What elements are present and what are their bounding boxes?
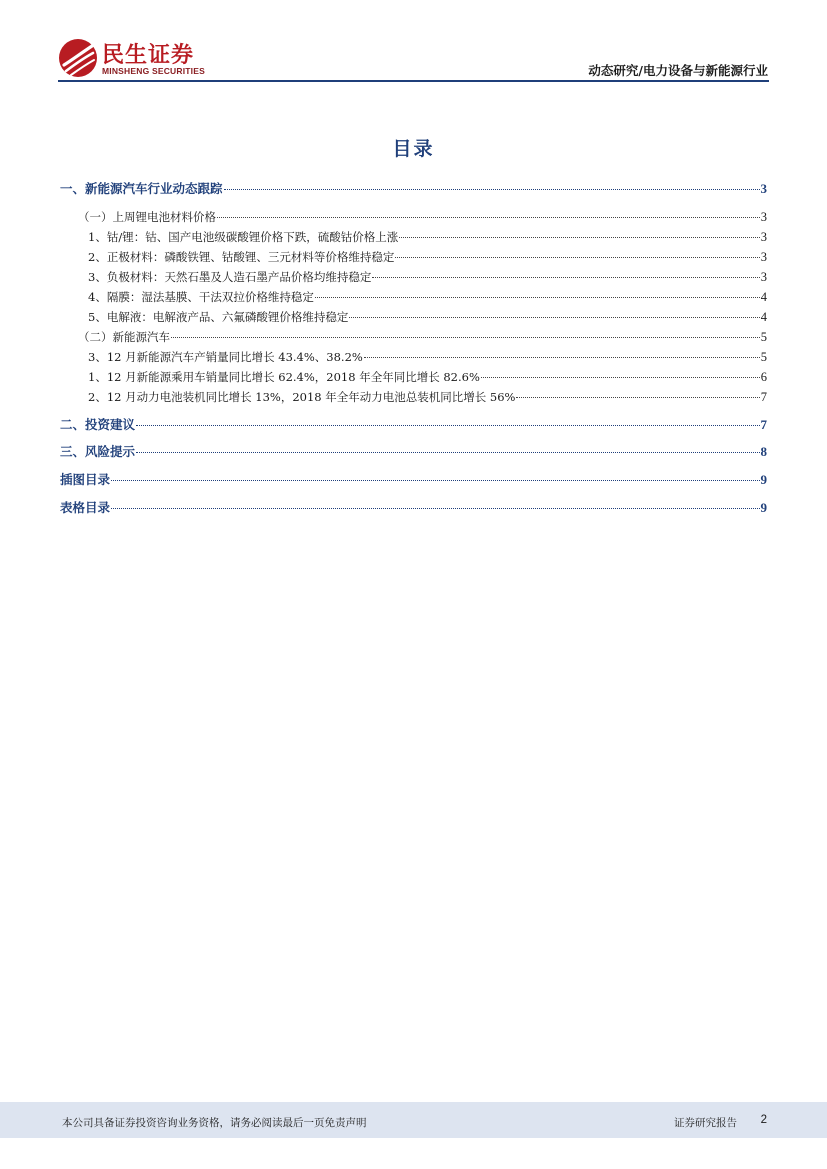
toc-entry-page: 9 <box>760 472 767 487</box>
toc-entry[interactable] <box>60 469 767 489</box>
toc-entry[interactable] <box>88 386 767 406</box>
page-header <box>0 0 827 84</box>
toc-entry-label: 5、电解液：电解液产品、六氟磷酸锂价格维持稳定 <box>88 310 349 324</box>
toc-entry-page: 5 <box>760 350 767 364</box>
toc-entry-page: 4 <box>760 310 767 324</box>
toc-entry-page: 7 <box>760 417 767 432</box>
header-divider <box>58 80 769 82</box>
toc-entry-page: 5 <box>760 330 767 344</box>
report-category: 动态研究/电力设备与新能源行业 <box>588 63 768 78</box>
toc-entry[interactable] <box>60 441 767 461</box>
toc-entry-label: 一、新能源汽车行业动态跟踪 <box>60 181 223 196</box>
toc-entry-page: 4 <box>760 290 767 304</box>
toc-entry-page: 3 <box>760 230 767 244</box>
toc-dot-leader <box>217 203 760 218</box>
toc-entry-label: 2、12 月动力电池装机同比增长 13%，2018 年全年动力电池总装机同比增长 56% <box>88 390 516 404</box>
toc-title: 目录 <box>392 138 435 160</box>
toc-dot-leader <box>171 323 760 338</box>
toc-dot-leader <box>224 175 760 190</box>
toc-dot-leader <box>349 303 759 318</box>
toc-dot-leader <box>395 243 759 258</box>
footer-page-number: 2 <box>760 1114 767 1126</box>
toc-dot-leader <box>516 383 759 398</box>
footer-disclaimer: 本公司具备证券投资咨询业务资格，请务必阅读最后一页免责声明 <box>62 1117 367 1129</box>
toc-entry-label: 插图目录 <box>60 472 111 487</box>
toc-entry-label: 1、钴/锂：钴、国产电池级碳酸锂价格下跌，硫酸钴价格上涨 <box>88 230 399 244</box>
toc-entry-page: 3 <box>760 210 767 224</box>
toc-entry[interactable] <box>60 497 767 517</box>
toc-entry[interactable] <box>60 178 767 198</box>
toc-dot-leader <box>315 283 760 298</box>
toc-entry-label: 3、12 月新能源汽车产销量同比增长 43.4%、38.2% <box>88 350 363 364</box>
toc-entry-page: 8 <box>760 444 767 459</box>
toc-entry[interactable] <box>60 414 767 434</box>
logo-english-name: MINSHENG SECURITIES <box>102 66 205 76</box>
page-footer <box>0 1102 827 1138</box>
toc-entry-label: （二）新能源汽车 <box>78 330 170 344</box>
minsheng-logo-icon <box>58 38 98 78</box>
toc-dot-leader <box>111 466 759 481</box>
toc-entry-page: 9 <box>760 500 767 515</box>
toc-entry-label: 二、投资建议 <box>60 417 136 432</box>
toc-dot-leader <box>399 223 760 238</box>
toc-entry-label: （一）上周锂电池材料价格 <box>78 210 216 224</box>
toc-entry-page: 3 <box>760 270 767 284</box>
toc-dot-leader <box>111 494 759 509</box>
footer-doc-type: 证券研究报告 <box>674 1117 737 1129</box>
toc-entry-label: 表格目录 <box>60 500 111 515</box>
toc-entry-label: 三、风险提示 <box>60 444 136 459</box>
toc-entry-page: 3 <box>760 250 767 264</box>
toc-entry-label: 4、隔膜：湿法基膜、干法双拉价格维持稳定 <box>88 290 314 304</box>
toc-dot-leader <box>136 438 759 453</box>
toc-dot-leader <box>136 411 759 426</box>
toc-entry-page: 7 <box>760 390 767 404</box>
logo-chinese-name: 民生证券 <box>102 43 195 68</box>
toc-entry-label: 2、正极材料：磷酸铁锂、钴酸锂、三元材料等价格维持稳定 <box>88 250 395 264</box>
toc-entry-label: 3、负极材料：天然石墨及人造石墨产品价格均维持稳定 <box>88 270 372 284</box>
toc-entry-page: 6 <box>760 370 767 384</box>
toc-dot-leader <box>372 263 759 278</box>
toc-entry-label: 1、12 月新能源乘用车销量同比增长 62.4%，2018 年全年同比增长 82.6% <box>88 370 480 384</box>
toc-dot-leader <box>364 343 760 358</box>
company-logo <box>58 38 218 80</box>
toc-entry-page: 3 <box>760 181 767 196</box>
toc-dot-leader <box>481 363 760 378</box>
